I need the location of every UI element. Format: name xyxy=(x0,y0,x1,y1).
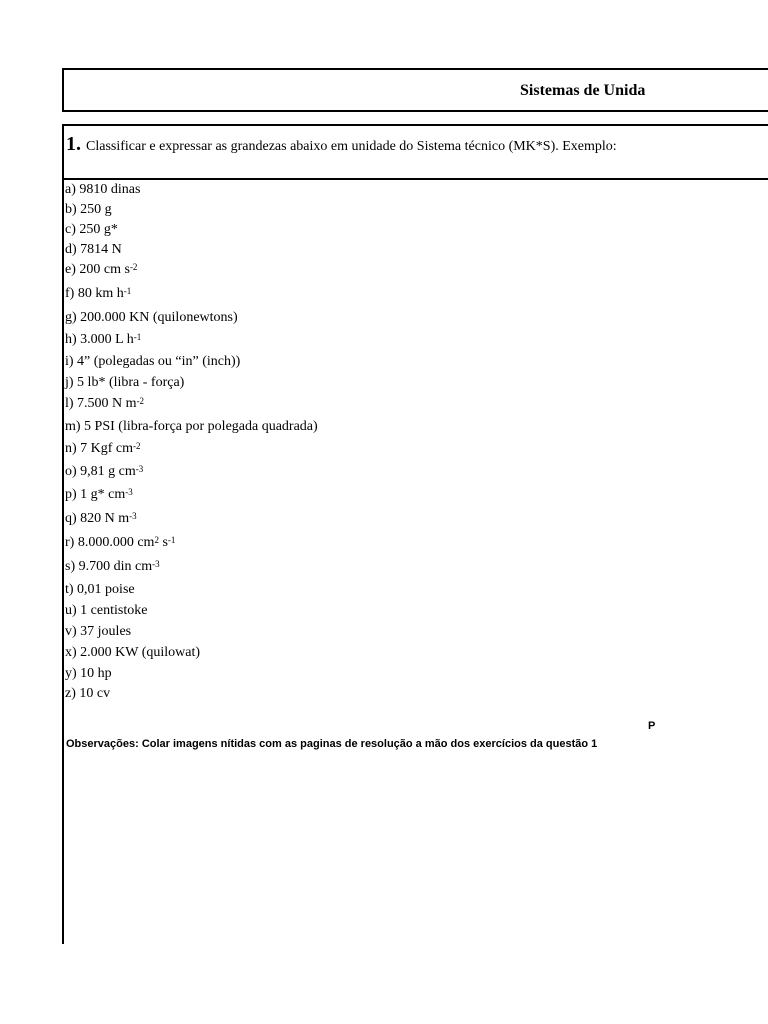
list-item xyxy=(65,419,318,435)
item-text: y) 10 hp xyxy=(65,666,112,681)
list-item xyxy=(65,582,135,598)
item-exponent: -3 xyxy=(135,464,144,474)
item-text: d) 7814 N xyxy=(65,242,122,257)
observation-text: Observações: Colar imagens nítidas com as paginas de resolução a mão dos exercícios da questão 1 xyxy=(66,738,598,750)
item-text: z) 10 cv xyxy=(65,686,111,701)
list-item xyxy=(65,464,143,480)
item-text: p) 1 g* cm xyxy=(65,487,126,502)
list-item xyxy=(65,603,147,619)
list-item xyxy=(65,310,238,326)
item-text: a) 9810 dinas xyxy=(65,182,141,197)
list-item xyxy=(65,624,131,640)
question-header xyxy=(64,124,768,180)
item-text: c) 250 g* xyxy=(65,222,118,237)
item-text: b) 250 g xyxy=(65,202,112,217)
list-item xyxy=(65,242,122,258)
list-item xyxy=(65,686,110,702)
item-unit: s xyxy=(158,535,168,550)
item-text: e) 200 cm s xyxy=(65,262,130,277)
item-exponent: -1 xyxy=(123,286,132,296)
item-text: q) 820 N m xyxy=(65,511,130,526)
item-exponent: -3 xyxy=(129,511,137,521)
list-item xyxy=(65,511,137,527)
list-item xyxy=(65,262,137,278)
item-exponent: -2 xyxy=(133,441,141,451)
item-text: f) 80 km h xyxy=(65,286,124,301)
item-text: h) 3.000 L h xyxy=(65,332,134,347)
item-exponent: -2 xyxy=(129,262,138,272)
item-text: o) 9,81 g cm xyxy=(65,464,136,479)
item-text: l) 7.500 N m xyxy=(65,396,137,411)
list-item xyxy=(65,375,184,391)
item-text: x) 2.000 KW (quilowat) xyxy=(65,645,201,660)
list-item xyxy=(65,222,118,238)
list-item xyxy=(65,666,112,682)
list-item xyxy=(65,441,141,457)
list-item xyxy=(65,396,144,412)
list-item xyxy=(65,332,141,348)
item-exponent: -2 xyxy=(136,396,145,406)
list-item xyxy=(65,182,140,198)
item-text: n) 7 Kgf cm xyxy=(65,441,134,456)
item-text: s) 9.700 din cm xyxy=(65,559,153,574)
item-exponent: 2 xyxy=(154,535,159,545)
item-text: u) 1 centistoke xyxy=(65,603,148,618)
title-box xyxy=(62,68,768,112)
item-text: r) 8.000.000 cm xyxy=(65,535,155,550)
item-text: m) 5 PSI (libra-força por polegada quadrada) xyxy=(65,419,318,434)
item-text: g) 200.000 KN (quilonewtons) xyxy=(65,310,238,325)
list-item xyxy=(65,535,175,551)
item-text: i) 4” (polegadas ou “in” (inch)) xyxy=(65,354,241,369)
item-exponent: -3 xyxy=(125,487,133,497)
question-number: 1. xyxy=(66,133,81,155)
list-item xyxy=(65,559,160,575)
item-exponent: -3 xyxy=(152,559,160,569)
list-item xyxy=(65,286,131,302)
list-item xyxy=(65,487,133,503)
list-item xyxy=(65,354,240,370)
question-section xyxy=(62,124,768,944)
item-text: v) 37 joules xyxy=(65,624,132,639)
list-item xyxy=(65,202,112,218)
item-text: t) 0,01 poise xyxy=(65,582,135,597)
list-item xyxy=(65,645,200,661)
item-text: j) 5 lb* (libra - força) xyxy=(65,375,185,390)
document-title: Sistemas de Unida xyxy=(520,82,646,99)
page-reference: P xyxy=(648,720,656,732)
item-exponent: -1 xyxy=(167,535,176,545)
question-text: Classificar e expressar as grandezas abaixo em unidade do Sistema técnico (MK*S). Exemplo: xyxy=(86,139,617,154)
item-exponent: -1 xyxy=(133,332,142,342)
